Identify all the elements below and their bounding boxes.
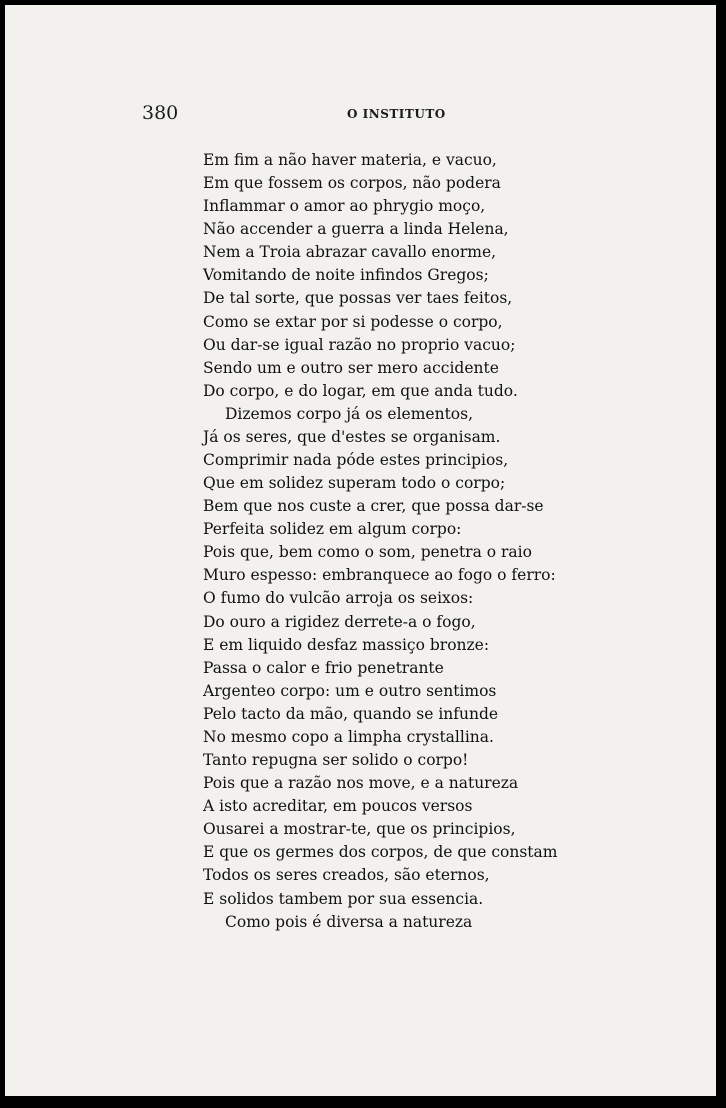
poem-line: Do ouro a rigidez derrete-a o fogo, bbox=[203, 612, 476, 631]
running-title: O INSTITUTO bbox=[347, 107, 446, 121]
poem-line: Que em solidez superam todo o corpo; bbox=[203, 474, 506, 493]
poem-line: Vomitando de noite infindos Gregos; bbox=[203, 266, 489, 285]
poem-line: E que os germes dos corpos, de que constam bbox=[203, 843, 558, 862]
poem-line: Pois que, bem como o som, penetra o raio bbox=[203, 543, 532, 562]
poem-line: Muro espesso: embranquece ao fogo o ferro: bbox=[203, 566, 556, 585]
poem-line: Comprimir nada póde estes principios, bbox=[203, 451, 509, 470]
poem-line: Em que fossem os corpos, não podera bbox=[203, 174, 501, 193]
poem-line: Pois que a razão nos move, e a natureza bbox=[203, 774, 519, 793]
poem-line: Já os seres, que d'estes se organisam. bbox=[203, 427, 501, 446]
poem-line: E solidos tambem por sua essencia. bbox=[203, 889, 484, 908]
poem-line: Do corpo, e do logar, em que anda tudo. bbox=[203, 381, 518, 400]
poem-line: Passa o calor e frio penetrante bbox=[203, 658, 444, 677]
poem-line: Pelo tacto da mão, quando se infunde bbox=[203, 704, 499, 723]
poem-line: Não accender a guerra a linda Helena, bbox=[203, 220, 509, 239]
poem-line: Ousarei a mostrar-te, que os principios, bbox=[203, 820, 516, 839]
book-page bbox=[5, 5, 716, 1096]
poem-line: Em fim a não haver materia, e vacuo, bbox=[203, 151, 497, 169]
poem-line: Inflammar o amor ao phrygio moço, bbox=[203, 197, 486, 216]
poem-line: E em liquido desfaz massiço bronze: bbox=[203, 635, 490, 654]
poem-line: Sendo um e outro ser mero accidente bbox=[203, 358, 499, 377]
poem-line: Argenteo corpo: um e outro sentimos bbox=[203, 681, 497, 700]
poem-line: Bem que nos custe a crer, que possa dar-se bbox=[203, 497, 544, 516]
poem-line: Todos os seres creados, são eternos, bbox=[203, 866, 490, 885]
poem-line: Como se extar por si podesse o corpo, bbox=[203, 312, 503, 331]
poem-line: Perfeita solidez em algum corpo: bbox=[203, 520, 462, 539]
poem-line: Como pois é diversa a natureza bbox=[225, 912, 473, 931]
poem-line: De tal sorte, que possas ver taes feitos, bbox=[203, 289, 513, 308]
page-number: 380 bbox=[142, 102, 179, 124]
poem-line: O fumo do vulcão arroja os seixos: bbox=[203, 589, 474, 608]
page-header bbox=[142, 102, 522, 126]
poem-line: No mesmo copo a limpha crystallina. bbox=[203, 727, 494, 746]
poem-line: Dizemos corpo já os elementos, bbox=[225, 404, 474, 423]
poem-line: Ou dar-se igual razão no proprio vacuo; bbox=[203, 335, 516, 354]
poem-line: Tanto repugna ser solido o corpo! bbox=[203, 751, 469, 770]
poem-line: A isto acreditar, em poucos versos bbox=[203, 797, 473, 816]
poem-text bbox=[203, 149, 563, 934]
poem-line: Nem a Troia abrazar cavallo enorme, bbox=[203, 243, 497, 262]
